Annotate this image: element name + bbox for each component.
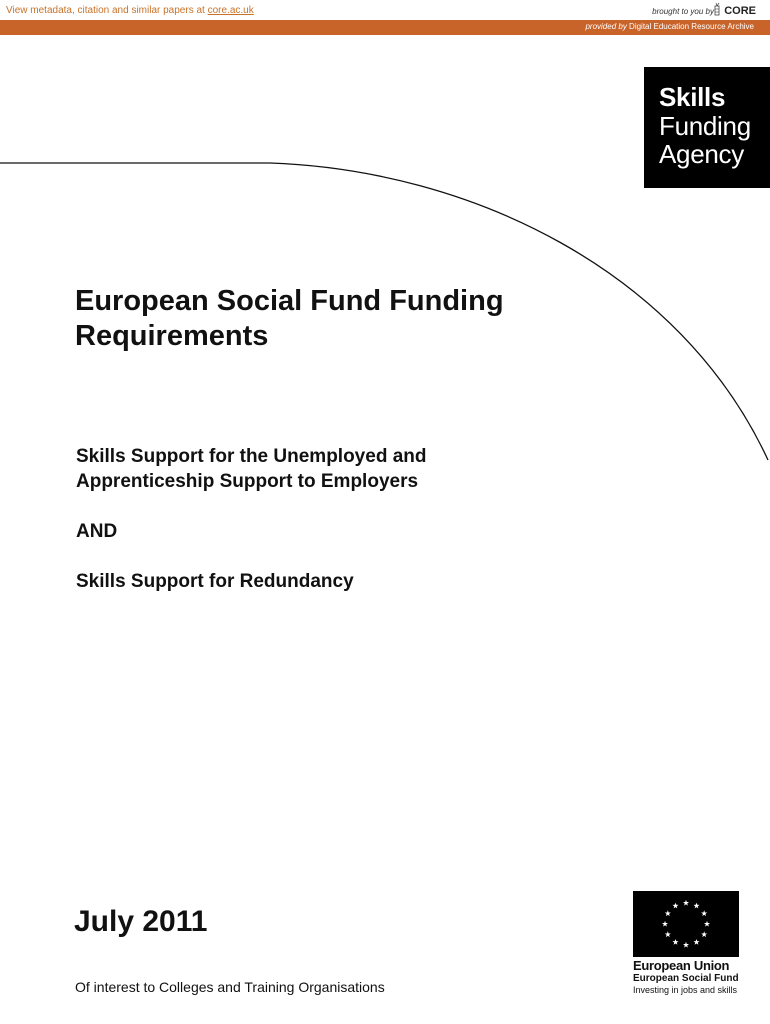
- logo-line-skills: Skills: [659, 82, 726, 112]
- subtitle-line-2: Apprenticeship Support to Employers: [76, 471, 419, 492]
- provided-by-prefix: provided by: [585, 22, 627, 31]
- subtitle-programmes: [76, 444, 426, 494]
- logo-line-funding: Funding: [659, 111, 751, 141]
- publication-date: July 2011: [74, 905, 208, 938]
- document-title: [75, 284, 635, 354]
- audience-text: Of interest to Colleges and Training Organisations: [75, 979, 385, 995]
- brought-to-you-text: brought to you by: [652, 7, 714, 16]
- title-line-1: European Social Fund Funding: [75, 285, 504, 317]
- provided-by-source: Digital Education Resource Archive: [629, 22, 754, 31]
- subtitle-and: AND: [76, 521, 118, 542]
- subtitle-redundancy: Skills Support for Redundancy: [76, 571, 354, 592]
- subtitle-line-1: Skills Support for the Unemployed and: [76, 446, 427, 467]
- logo-line-agency: Agency: [659, 139, 744, 169]
- eu-label: European Union: [633, 958, 730, 973]
- eu-flag-icon: [633, 891, 739, 957]
- skills-funding-agency-logo: [644, 67, 770, 188]
- eu-tagline: Investing in jobs and skills: [633, 985, 738, 995]
- core-link[interactable]: core.ac.uk: [207, 5, 254, 16]
- title-line-2: Requirements: [75, 320, 269, 352]
- core-logo-label: CORE: [724, 5, 756, 17]
- core-view-text: View metadata, citation and similar papers at: [6, 5, 208, 16]
- esf-label: European Social Fund: [633, 973, 739, 984]
